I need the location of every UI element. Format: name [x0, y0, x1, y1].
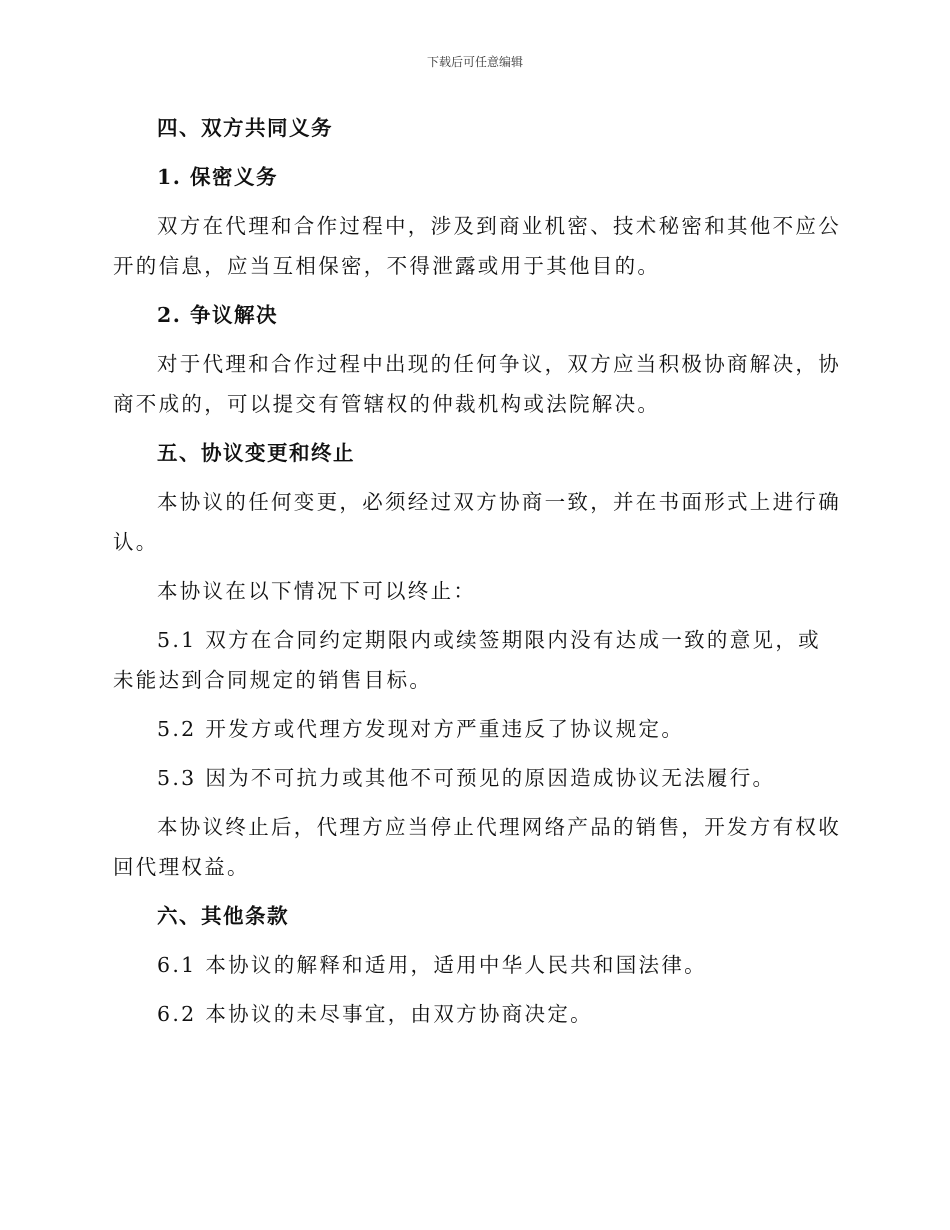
page-header: 下载后可任意编辑 — [426, 55, 523, 69]
document-body — [113, 108, 843, 1043]
paragraph-confidentiality: 双方在代理和合作过程中，涉及到商业机密、技术秘密和其他不应公开的信息，应当互相保密，不得泄露或用于其他目的。 — [113, 214, 841, 278]
subsection-heading-confidentiality: 1. 保密义务 — [157, 165, 279, 189]
section-heading-4: 四、双方共同义务 — [157, 116, 333, 140]
subsection-heading-dispute: 2. 争议解决 — [157, 303, 279, 327]
section-heading-6: 六、其他条款 — [157, 904, 289, 928]
clause-6-1: 6.1 本协议的解释和适用，适用中华人民共和国法律。 — [157, 953, 707, 977]
clause-5-2: 5.2 开发方或代理方发现对方严重违反了协议规定。 — [157, 717, 685, 741]
paragraph-after-termination: 本协议终止后，代理方应当停止代理网络产品的销售，开发方有权收回代理权益。 — [113, 815, 841, 879]
clause-5-1: 5.1 双方在合同约定期限内或续签期限内没有达成一致的意见，或未能达到合同规定的销售目标。 — [113, 628, 821, 692]
paragraph-dispute: 对于代理和合作过程中出现的任何争议，双方应当积极协商解决，协商不成的，可以提交有管辖权的仲裁机构或法院解决。 — [113, 352, 841, 416]
paragraph-amendment: 本协议的任何变更，必须经过双方协商一致，并在书面形式上进行确认。 — [113, 490, 841, 554]
section-heading-5: 五、协议变更和终止 — [157, 441, 355, 465]
clause-5-3: 5.3 因为不可抗力或其他不可预见的原因造成协议无法履行。 — [157, 766, 776, 790]
paragraph-termination-intro: 本协议在以下情况下可以终止： — [157, 579, 477, 603]
clause-6-2: 6.2 本协议的未尽事宜，由双方协商决定。 — [157, 1002, 593, 1026]
